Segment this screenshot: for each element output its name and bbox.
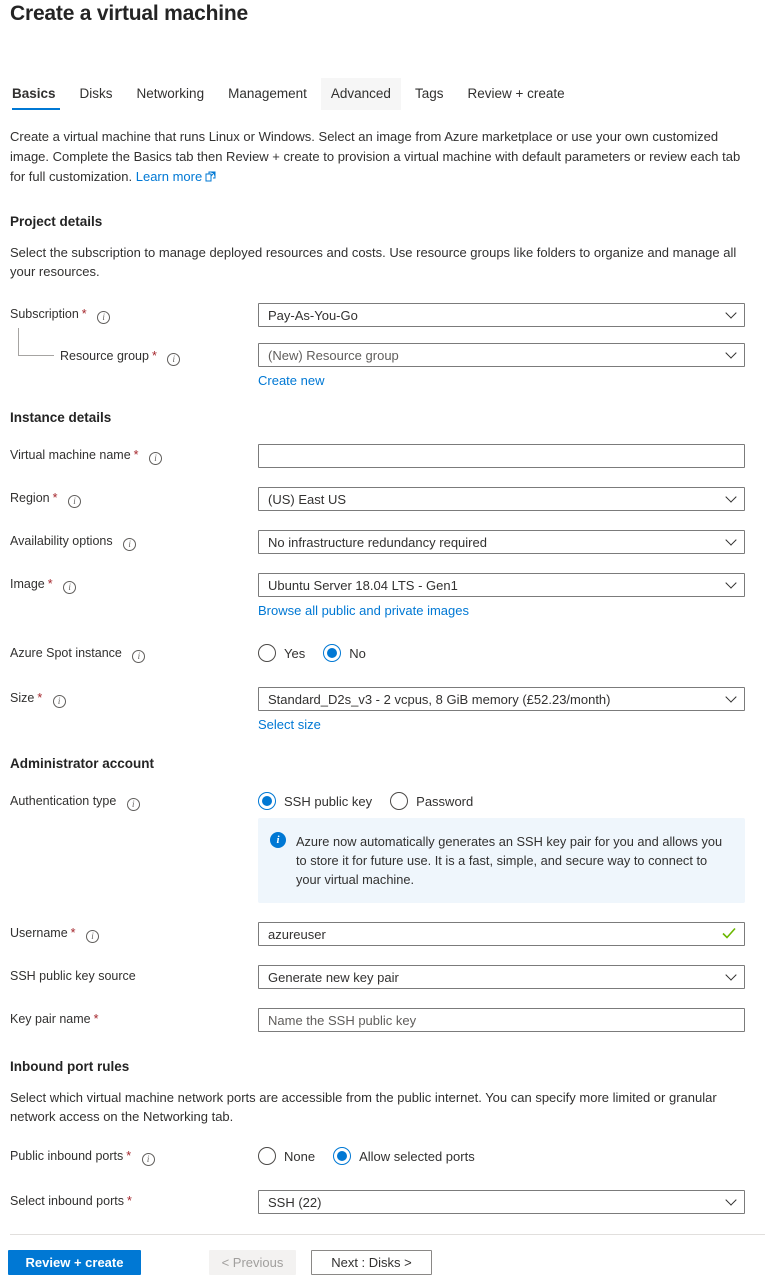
radio-circle-icon	[258, 1147, 276, 1165]
resource-group-value: (New) Resource group	[268, 347, 399, 363]
chevron-down-icon	[725, 1194, 736, 1205]
resource-group-select[interactable]	[258, 343, 745, 367]
chevron-down-icon	[725, 969, 736, 980]
info-icon[interactable]: i	[142, 1153, 155, 1166]
azure-spot-label	[10, 642, 258, 663]
size-label	[10, 687, 258, 708]
ssh-key-source-row	[10, 965, 765, 989]
image-select[interactable]	[258, 573, 745, 597]
username-row	[10, 922, 765, 946]
select-size-link[interactable]: Select size	[258, 717, 321, 732]
availability-options-row	[10, 530, 765, 554]
tab-bar	[10, 78, 765, 111]
key-pair-name-label-text: Key pair name	[10, 1012, 91, 1026]
info-icon[interactable]: i	[123, 538, 136, 551]
required-asterisk: *	[93, 1012, 99, 1026]
public-inbound-ports-row	[10, 1145, 765, 1166]
external-link-icon	[205, 168, 216, 188]
vm-name-label	[10, 444, 258, 465]
azure-spot-label-text: Azure Spot instance	[10, 646, 122, 660]
radio-circle-icon	[323, 644, 341, 662]
select-inbound-ports-label-text: Select inbound ports	[10, 1194, 124, 1208]
required-asterisk: *	[126, 1149, 132, 1163]
radio-circle-icon	[258, 792, 276, 810]
size-label-text: Size	[10, 691, 35, 705]
radio-circle-icon	[258, 644, 276, 662]
create-new-link[interactable]: Create new	[258, 373, 325, 388]
section-heading-inbound-port-rules: Inbound port rules	[10, 1059, 130, 1074]
public-inbound-ports-radio-group	[258, 1145, 745, 1165]
info-filled-icon: i	[270, 832, 286, 848]
resource-group-row	[10, 343, 765, 388]
required-asterisk: *	[126, 1194, 132, 1208]
info-icon[interactable]: i	[149, 452, 162, 465]
availability-options-label-text: Availability options	[10, 534, 113, 548]
radio-circle-icon	[390, 792, 408, 810]
previous-button[interactable]: < Previous	[209, 1250, 296, 1275]
region-row	[10, 487, 765, 511]
radio-label: No	[349, 645, 366, 661]
info-icon[interactable]: i	[86, 930, 99, 943]
required-asterisk: *	[47, 577, 53, 591]
auth-radio-ssh-public-key[interactable]	[258, 792, 372, 810]
azure-spot-row	[10, 642, 765, 663]
radio-label: Password	[416, 793, 474, 809]
tab-advanced[interactable]: Advanced	[321, 78, 401, 110]
tab-review-create[interactable]: Review + create	[467, 86, 565, 101]
info-icon[interactable]: i	[53, 695, 66, 708]
availability-options-select[interactable]	[258, 530, 745, 554]
tab-management[interactable]: Management	[228, 86, 307, 101]
username-label-text: Username	[10, 926, 68, 940]
username-input[interactable]	[258, 922, 745, 946]
page-title: Create a virtual machine	[10, 2, 248, 25]
region-label	[10, 487, 258, 508]
azure-spot-radio-group	[258, 642, 745, 662]
select-inbound-ports-select[interactable]	[258, 1190, 745, 1214]
intro-text	[10, 127, 755, 188]
key-pair-name-input[interactable]	[258, 1008, 745, 1032]
ssh-key-source-label-text: SSH public key source	[10, 969, 136, 983]
info-icon[interactable]: i	[132, 650, 145, 663]
resource-group-label	[10, 343, 258, 366]
required-asterisk: *	[70, 926, 76, 940]
size-value: Standard_D2s_v3 - 2 vcpus, 8 GiB memory (£52.23/month)	[268, 691, 611, 707]
key-pair-name-label	[10, 1008, 258, 1026]
tab-disks[interactable]: Disks	[79, 86, 113, 101]
chevron-down-icon	[725, 577, 736, 588]
required-asterisk: *	[52, 491, 58, 505]
vm-name-label-text: Virtual machine name	[10, 448, 131, 462]
radio-circle-icon	[333, 1147, 351, 1165]
key-pair-name-row	[10, 1008, 765, 1032]
ssh-key-source-select[interactable]	[258, 965, 745, 989]
chevron-down-icon	[725, 534, 736, 545]
ssh-key-source-value: Generate new key pair	[268, 969, 399, 985]
select-inbound-ports-value: SSH (22)	[268, 1194, 322, 1210]
image-label	[10, 573, 258, 594]
public-inbound-ports-label	[10, 1145, 258, 1166]
info-icon[interactable]: i	[68, 495, 81, 508]
azure-spot-radio-yes[interactable]	[258, 644, 305, 662]
learn-more-label: Learn more	[135, 169, 203, 184]
required-asterisk: *	[133, 448, 139, 462]
chevron-down-icon	[725, 491, 736, 502]
footer-bar	[10, 1234, 765, 1275]
public-inbound-ports-label-text: Public inbound ports	[10, 1149, 124, 1163]
size-row	[10, 687, 765, 732]
chevron-down-icon	[725, 347, 736, 358]
availability-options-label	[10, 530, 258, 551]
select-inbound-ports-label	[10, 1190, 258, 1208]
inbound-radio-allow-selected-ports[interactable]	[333, 1147, 475, 1165]
next-disks-button[interactable]: Next : Disks >	[311, 1250, 432, 1275]
subscription-row	[10, 303, 765, 327]
resource-group-label-text: Resource group	[60, 349, 149, 363]
region-select[interactable]	[258, 487, 745, 511]
learn-more-link[interactable]	[136, 169, 216, 184]
username-label	[10, 922, 258, 943]
valid-check-icon	[722, 927, 736, 942]
inbound-port-rules-description: Select which virtual machine network ports are accessible from the public internet. You can specify more limited or granular network access on the Networking tab.	[10, 1090, 717, 1124]
info-icon[interactable]: i	[97, 311, 110, 324]
region-label-text: Region	[10, 491, 50, 505]
azure-spot-radio-no[interactable]	[323, 644, 366, 662]
size-select[interactable]	[258, 687, 745, 711]
image-value: Ubuntu Server 18.04 LTS - Gen1	[268, 577, 458, 593]
radio-label: None	[284, 1148, 316, 1164]
chevron-down-icon	[725, 307, 736, 318]
info-icon[interactable]: i	[127, 798, 140, 811]
auth-type-label-text: Authentication type	[10, 794, 117, 808]
subscription-label-text: Subscription	[10, 307, 79, 321]
select-inbound-ports-row	[10, 1190, 765, 1214]
radio-label: SSH public key	[284, 793, 373, 809]
subscription-select[interactable]	[258, 303, 745, 327]
subscription-label	[10, 303, 258, 324]
hierarchy-connector-line	[18, 328, 54, 356]
subscription-value: Pay-As-You-Go	[268, 307, 358, 323]
tab-tags[interactable]: Tags	[414, 86, 444, 101]
auth-type-row	[10, 790, 765, 903]
region-value: (US) East US	[268, 491, 347, 507]
ssh-info-banner	[258, 818, 745, 903]
required-asterisk: *	[151, 349, 157, 363]
info-icon[interactable]: i	[63, 581, 76, 594]
image-row	[10, 573, 765, 618]
chevron-down-icon	[725, 691, 736, 702]
section-heading-project-details: Project details	[10, 214, 103, 229]
auth-type-radio-group	[258, 790, 745, 810]
required-asterisk: *	[81, 307, 87, 321]
info-icon[interactable]: i	[167, 353, 180, 366]
vm-name-row	[10, 444, 765, 468]
section-heading-administrator-account: Administrator account	[10, 756, 155, 771]
section-heading-instance-details: Instance details	[10, 410, 112, 425]
auth-type-label	[10, 790, 258, 811]
ssh-key-source-label	[10, 965, 258, 983]
radio-label: Allow selected ports	[359, 1148, 475, 1164]
ssh-info-banner-text: Azure now automatically generates an SSH key pair for you and allows you to store it for future use. It is a fast, simple, and secure way to connect to your virtual machine.	[296, 834, 723, 887]
browse-images-link[interactable]: Browse all public and private images	[258, 603, 469, 618]
image-label-text: Image	[10, 577, 45, 591]
tab-basics[interactable]: Basics	[10, 78, 66, 110]
radio-label: Yes	[284, 645, 306, 661]
auth-radio-password[interactable]	[390, 792, 473, 810]
vm-name-input[interactable]	[258, 444, 745, 468]
tab-networking[interactable]: Networking	[136, 86, 205, 101]
intro-body: Create a virtual machine that runs Linux or Windows. Select an image from Azure marketplace or use your own customized image. Complete the Basics tab then Review + create to provision a virtual machine with default parameters or review each tab for full customization.	[10, 129, 741, 184]
inbound-radio-none[interactable]	[258, 1147, 315, 1165]
availability-options-value: No infrastructure redundancy required	[268, 534, 487, 550]
project-details-description: Select the subscription to manage deployed resources and costs. Use resource groups like folders to organize and manage all your resources.	[10, 245, 737, 279]
review-create-button[interactable]: Review + create	[8, 1250, 141, 1275]
required-asterisk: *	[37, 691, 43, 705]
